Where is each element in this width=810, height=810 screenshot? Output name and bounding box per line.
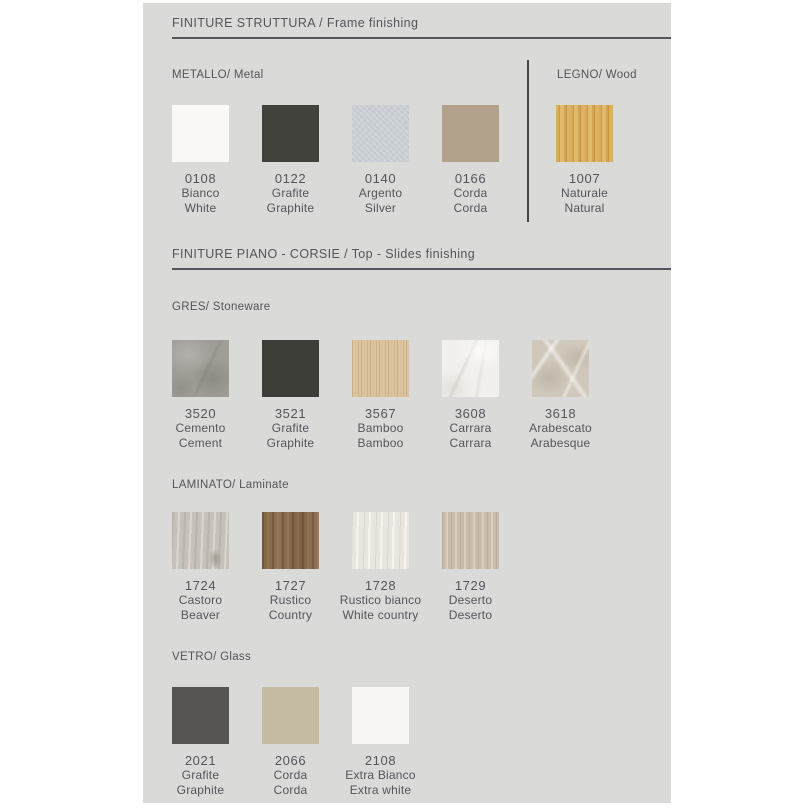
heading-frame-finishing-text: FINITURE STRUTTURA / Frame finishing [172, 16, 419, 30]
swatch-code: 3608 [454, 406, 487, 421]
section-label-gres: GRES/ Stoneware [172, 301, 271, 313]
swatch-sample-3567 [352, 340, 409, 397]
swatch-code: 2066 [274, 753, 307, 768]
swatch-name-italian: Grafite [181, 768, 220, 782]
swatch-code: 0140 [364, 171, 397, 186]
swatch-sample-2108 [352, 687, 409, 744]
swatch-cell [529, 340, 592, 450]
swatch-cell [172, 105, 229, 215]
swatch-name-italian: Bianco [181, 186, 220, 200]
swatch-name-italian: Grafite [271, 421, 310, 435]
swatch-name-english: Bamboo [357, 436, 404, 450]
swatch-name-english: Extra white [349, 783, 412, 797]
swatch-label [274, 753, 308, 798]
metal-wood-divider-line [527, 60, 529, 222]
swatch-name-english: Deserto [448, 608, 493, 622]
swatch-code: 3520 [184, 406, 217, 421]
swatch-code: 1728 [364, 578, 397, 593]
swatch-name-english: Graphite [266, 436, 315, 450]
swatch-sample-1724 [172, 512, 229, 569]
swatch-sample-1727 [262, 512, 319, 569]
swatch-label [179, 578, 222, 623]
heading-frame-finishing [172, 15, 671, 39]
catalog-panel [143, 3, 671, 803]
swatch-name-italian: Grafite [271, 186, 310, 200]
swatch-cell [442, 105, 499, 215]
swatch-label [345, 753, 415, 798]
swatch-row-laminato [172, 512, 499, 622]
section-label-metallo: METALLO/ Metal [172, 69, 264, 81]
section-label-laminato: LAMINATO/ Laminate [172, 479, 289, 491]
swatch-cell [345, 687, 416, 797]
swatch-cell [262, 105, 319, 215]
swatch-name-italian: Extra Bianco [345, 768, 416, 782]
swatch-sample-0122 [262, 105, 319, 162]
swatch-sample-0166 [442, 105, 499, 162]
swatch-label [340, 578, 422, 623]
swatch-code: 1007 [568, 171, 601, 186]
swatch-label [529, 406, 592, 451]
swatch-sample-2066 [262, 687, 319, 744]
swatch-label [449, 578, 492, 623]
swatch-name-english: Natural [564, 201, 605, 215]
swatch-label [269, 578, 312, 623]
swatch-name-english: White [184, 201, 217, 215]
swatch-sample-3618 [532, 340, 589, 397]
swatch-name-italian: Naturale [561, 186, 608, 200]
swatch-name-italian: Corda [273, 768, 308, 782]
swatch-cell [339, 512, 422, 622]
swatch-sample-0140 [352, 105, 409, 162]
swatch-cell [442, 340, 499, 450]
swatch-label [561, 171, 608, 216]
swatch-name-english: Carrara [449, 436, 492, 450]
swatch-sample-0108 [172, 105, 229, 162]
swatch-name-english: Cement [178, 436, 223, 450]
swatch-name-italian: Arabescato [529, 421, 592, 435]
swatch-label [454, 171, 488, 216]
swatch-label [175, 406, 225, 451]
swatch-code: 3521 [274, 406, 307, 421]
swatch-cell [442, 512, 499, 622]
swatch-label [177, 753, 225, 798]
swatch-cell [352, 105, 409, 215]
swatch-name-english: White country [342, 608, 419, 622]
swatch-name-italian: Castoro [178, 593, 223, 607]
swatch-code: 1724 [184, 578, 217, 593]
swatch-label [358, 406, 404, 451]
swatch-code: 0166 [454, 171, 487, 186]
swatch-label [359, 171, 402, 216]
swatch-name-english: Beaver [180, 608, 221, 622]
swatch-name-italian: Corda [453, 186, 488, 200]
swatch-name-english: Arabesque [530, 436, 591, 450]
swatch-sample-2021 [172, 687, 229, 744]
swatch-code: 3618 [544, 406, 577, 421]
swatch-cell [262, 687, 319, 797]
swatch-name-italian: Cemento [175, 421, 226, 435]
swatch-row-vetro [172, 687, 416, 797]
swatch-cell [262, 340, 319, 450]
swatch-row-gres [172, 340, 592, 450]
swatch-label [267, 171, 315, 216]
heading-top-slides-finishing-text: FINITURE PIANO - CORSIE / Top - Slides finishing [172, 247, 476, 261]
swatch-sample-1729 [442, 512, 499, 569]
swatch-code: 1727 [274, 578, 307, 593]
swatch-code: 0122 [274, 171, 307, 186]
swatch-label [449, 406, 491, 451]
section-label-legno: LEGNO/ Wood [557, 69, 637, 81]
swatch-name-italian: Carrara [449, 421, 492, 435]
swatch-cell [172, 512, 229, 622]
swatch-name-english: Silver [364, 201, 397, 215]
swatch-label [182, 171, 220, 216]
swatch-cell [172, 687, 229, 797]
swatch-code: 3567 [364, 406, 397, 421]
swatch-name-english: Corda [273, 783, 308, 797]
swatch-code: 2108 [364, 753, 397, 768]
swatch-name-italian: Rustico [269, 593, 312, 607]
swatch-name-italian: Argento [358, 186, 403, 200]
swatch-row-legno [556, 105, 613, 215]
swatch-name-english: Graphite [176, 783, 225, 797]
swatch-cell [262, 512, 319, 622]
swatch-name-italian: Bamboo [357, 421, 404, 435]
swatch-sample-3520 [172, 340, 229, 397]
swatch-name-english: Graphite [266, 201, 315, 215]
swatch-cell [172, 340, 229, 450]
swatch-name-english: Corda [453, 201, 488, 215]
swatch-cell [352, 340, 409, 450]
swatch-sample-1007 [556, 105, 613, 162]
swatch-name-italian: Rustico bianco [339, 593, 422, 607]
heading-top-slides-finishing [172, 246, 671, 270]
section-label-vetro: VETRO/ Glass [172, 651, 252, 663]
swatch-code: 0108 [184, 171, 217, 186]
swatch-row-metallo [172, 105, 499, 215]
swatch-name-english: Country [268, 608, 313, 622]
swatch-name-italian: Deserto [448, 593, 493, 607]
swatch-label [267, 406, 315, 451]
swatch-sample-3608 [442, 340, 499, 397]
swatch-sample-1728 [352, 512, 409, 569]
swatch-code: 2021 [184, 753, 217, 768]
swatch-sample-3521 [262, 340, 319, 397]
swatch-cell [556, 105, 613, 215]
swatch-code: 1729 [454, 578, 487, 593]
